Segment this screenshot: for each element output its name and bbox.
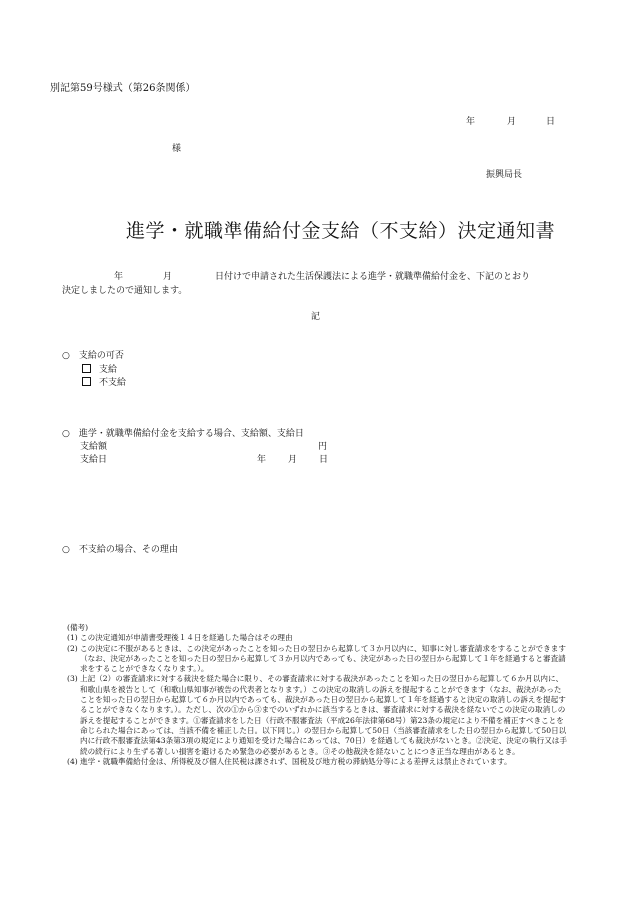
payment-date-month: 月 xyxy=(288,455,298,465)
note-item xyxy=(67,633,567,643)
payment-label: ○ 進学・就職準備給付金を支給する場合、支給額、支給日 xyxy=(62,429,304,439)
note-text: この決定に不服があるときは、この決定があったことを知った日の翌日から起算して３か月以内に、知事に対し審査請求をすることができます（なお、決定があったことを知った日の翌日から起算して３か月以内であっても、決定があった日の翌日から起算して１年を経過すると審査請求をすることができなくなります。）。 xyxy=(80,643,566,674)
payment-date-day: 日 xyxy=(319,455,329,465)
note-text: この決定通知が申請書受理後１４日を経過した場合はその理由 xyxy=(80,633,293,643)
issuer: 振興局長 xyxy=(486,170,523,180)
date-year: 年 xyxy=(466,117,476,127)
form-number: 別記第59号様式（第26条関係） xyxy=(50,83,196,94)
note-number: (1) xyxy=(67,633,78,643)
ki-marker: 記 xyxy=(311,312,321,322)
addressee-suffix: 様 xyxy=(172,144,182,154)
intro-line1: 日付けで申請された生活保護法による進学・就職準備給付金を、下記のとおり xyxy=(215,272,531,282)
date-day: 日 xyxy=(546,117,556,127)
notes xyxy=(67,623,567,767)
note-text: 進学・就職準備給付金は、所得税及び個人住民税は課されず、国税及び地方税の滞納処分等による差押えは禁止されています。 xyxy=(80,756,512,766)
checkbox-grant-box[interactable] xyxy=(82,364,91,373)
reason-label: ○ 不支給の場合、その理由 xyxy=(62,545,178,555)
note-number: (2) xyxy=(67,643,78,653)
note-item xyxy=(67,674,567,756)
note-item xyxy=(67,757,567,767)
amount-unit: 円 xyxy=(318,442,328,452)
notes-heading: (備考) xyxy=(67,623,89,632)
checkbox-deny-label: 不支給 xyxy=(99,378,127,388)
checkbox-deny-box[interactable] xyxy=(82,377,91,386)
checkbox-grant[interactable] xyxy=(82,364,117,377)
intro-year: 年 xyxy=(114,272,124,282)
intro-month: 月 xyxy=(163,272,173,282)
checkbox-deny[interactable] xyxy=(82,377,126,390)
payment-date-year: 年 xyxy=(257,455,267,465)
payment-date-label: 支給日 xyxy=(80,455,108,465)
document-title: 進学・就職準備給付金支給（不支給）決定通知書 xyxy=(126,220,556,242)
approval-label: ○ 支給の可否 xyxy=(62,351,124,361)
note-number: (4) xyxy=(67,756,78,766)
intro-line2: 決定しましたので通知します。 xyxy=(62,286,188,296)
amount-label: 支給額 xyxy=(80,442,108,452)
note-item xyxy=(67,644,567,675)
note-text: 上記（2）の審査請求に対する裁決を経た場合に限り、その審査請求に対する裁決があったことを知った日の翌日から起算して６か月以内に、和歌山県を被告として（和歌山県知事が被告の代表者となります。）この決定の取消しの訴えを提起することができます（なお、裁決があったことを知った日の翌日から起算して６か月以内であっても、裁決があった日の翌日から起算して１年を経過すると決定の取消しの訴えを提起することができなくなります。）。ただし、次の①から③までのいずれかに該当するときは、審査請求に対する裁決を経ないでこの決定の取消しの訴えを提起することができます。①審査請求をした日（行政不服審査法（平成26年法律第68号）第23条の規定により不備を補正すべきことを命じられた場合にあっては、当該不備を補正した日。以下同じ。）の翌日から起算して50日（当該審査請求をした日の翌日から起算して50日以内に行政不服審査法第43条第3項の規定により通知を受けた場合にあっては、70日）を経過しても裁決がないとき。②決定、決定の執行又は手続の続行により生ずる著しい損害を避けるため緊急の必要があるとき。③その他裁決を経ないことにつき正当な理由があるとき。 xyxy=(80,674,567,756)
note-number: (3) xyxy=(67,674,78,684)
date-month: 月 xyxy=(507,117,517,127)
checkbox-grant-label: 支給 xyxy=(99,365,118,375)
